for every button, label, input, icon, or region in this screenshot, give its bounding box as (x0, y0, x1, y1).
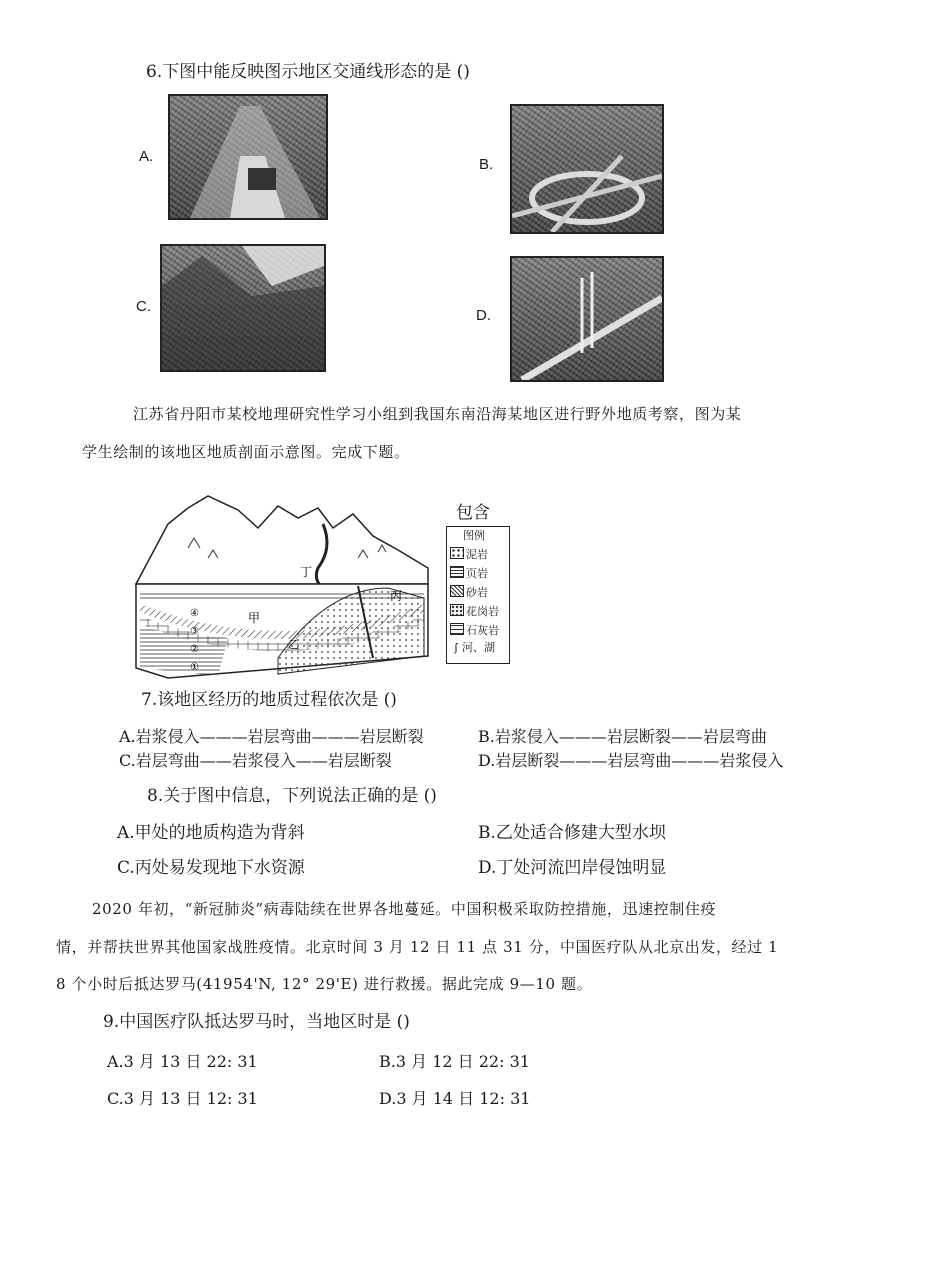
q9-option-a: A.3 月 13 日 22: 31 (107, 1052, 258, 1071)
legend-item-mudstone: 泥岩 (450, 547, 488, 562)
q6-option-b-label: B. (479, 156, 494, 173)
q8-stem: 8.关于图中信息，下列说法正确的是 () (147, 786, 437, 806)
limestone-swatch-icon (450, 623, 464, 635)
granite-swatch-icon (450, 604, 464, 616)
label-jia: 甲 (248, 611, 261, 625)
river-icon: ʃ (454, 642, 458, 654)
q9-option-c: C.3 月 13 日 12: 31 (107, 1089, 258, 1108)
q9-stem: 9.中国医疗队抵达罗马时，当地区时是 () (103, 1012, 410, 1032)
label-bing: 丙 (390, 589, 403, 603)
label-n1: ① (190, 662, 199, 673)
label-ding: 丁 (300, 565, 313, 579)
legend-box (446, 526, 510, 664)
legend-item-granite: 花岗岩 (450, 604, 499, 619)
figure-caption: 包含 (456, 503, 490, 523)
legend-item-shale: 页岩 (450, 566, 488, 581)
photo-mountain-forest (160, 244, 326, 372)
photo-maglev-train (168, 94, 328, 220)
sandstone-swatch-icon (450, 585, 464, 597)
label-n2: ② (190, 644, 199, 655)
q6-option-d-label: D. (476, 307, 491, 324)
legend-item-sandstone: 砂岩 (450, 585, 488, 600)
q8-option-c: C.丙处易发现地下水资源 (117, 858, 305, 878)
q6-option-c-label: C. (136, 298, 151, 315)
intro2-line3: 8 个小时后抵达罗马(41954'N, 12° 29'E) 进行救援。据此完成 9—10 题。 (56, 975, 593, 993)
shale-swatch-icon (450, 566, 464, 578)
q9-option-d: D.3 月 14 日 12: 31 (379, 1089, 531, 1108)
q7-stem: 7.该地区经历的地质过程依次是 () (141, 690, 397, 710)
photo-bridge (510, 256, 664, 382)
q6-option-a-label: A. (139, 148, 154, 165)
photo-interchange (510, 104, 664, 234)
label-yi: 乙 (288, 639, 299, 651)
intro2-line1: 2020 年初，“新冠肺炎”病毒陆续在世界各地蔓延。中国积极采取防控措施，迅速控制住疫 (92, 900, 717, 918)
interchange-icon (512, 106, 662, 232)
q7-option-c: C.岩层弯曲——岩浆侵入——岩层断裂 (119, 751, 392, 770)
bridge-icon (512, 258, 662, 380)
q7-option-a: A.岩浆侵入———岩层弯曲———岩层断裂 (119, 727, 424, 746)
q7-option-d: D.岩层断裂———岩层弯曲———岩浆侵入 (478, 751, 784, 770)
q7-option-b: B.岩浆侵入———岩层断裂——岩层弯曲 (478, 727, 767, 746)
q9-option-b: B.3 月 12 日 22: 31 (379, 1052, 530, 1071)
intro1-line1: 江苏省丹阳市某校地理研究性学习小组到我国东南沿海某地区进行野外地质考察，图为某 (133, 405, 742, 423)
legend-item-river-lake: ʃ 河、湖 (450, 642, 495, 655)
legend-item-limestone: 石灰岩 (450, 623, 499, 638)
intro2-line2: 情，并帮扶世界其他国家战胜疫情。北京时间 3 月 12 日 11 点 31 分，中国医疗队从北京出发，经过 1 (56, 938, 779, 956)
q8-option-a: A.甲处的地质构造为背斜 (117, 823, 305, 843)
label-n3: ③ (190, 626, 199, 637)
intro1-line2: 学生绘制的该地区地质剖面示意图。完成下题。 (82, 443, 410, 461)
geology-cross-section (128, 488, 440, 680)
geology-block-diagram (128, 488, 440, 680)
maglev-train-icon (170, 96, 326, 218)
q6-stem: 6.下图中能反映图示地区交通线形态的是 () (146, 62, 470, 82)
q8-option-d: D.丁处河流凹岸侵蚀明显 (478, 858, 667, 878)
q8-option-b: B.乙处适合修建大型水坝 (478, 823, 666, 843)
label-n4: ④ (190, 608, 199, 619)
legend-title: 图例 (463, 530, 485, 542)
mountain-icon (162, 246, 324, 370)
mudstone-swatch-icon (450, 547, 464, 559)
